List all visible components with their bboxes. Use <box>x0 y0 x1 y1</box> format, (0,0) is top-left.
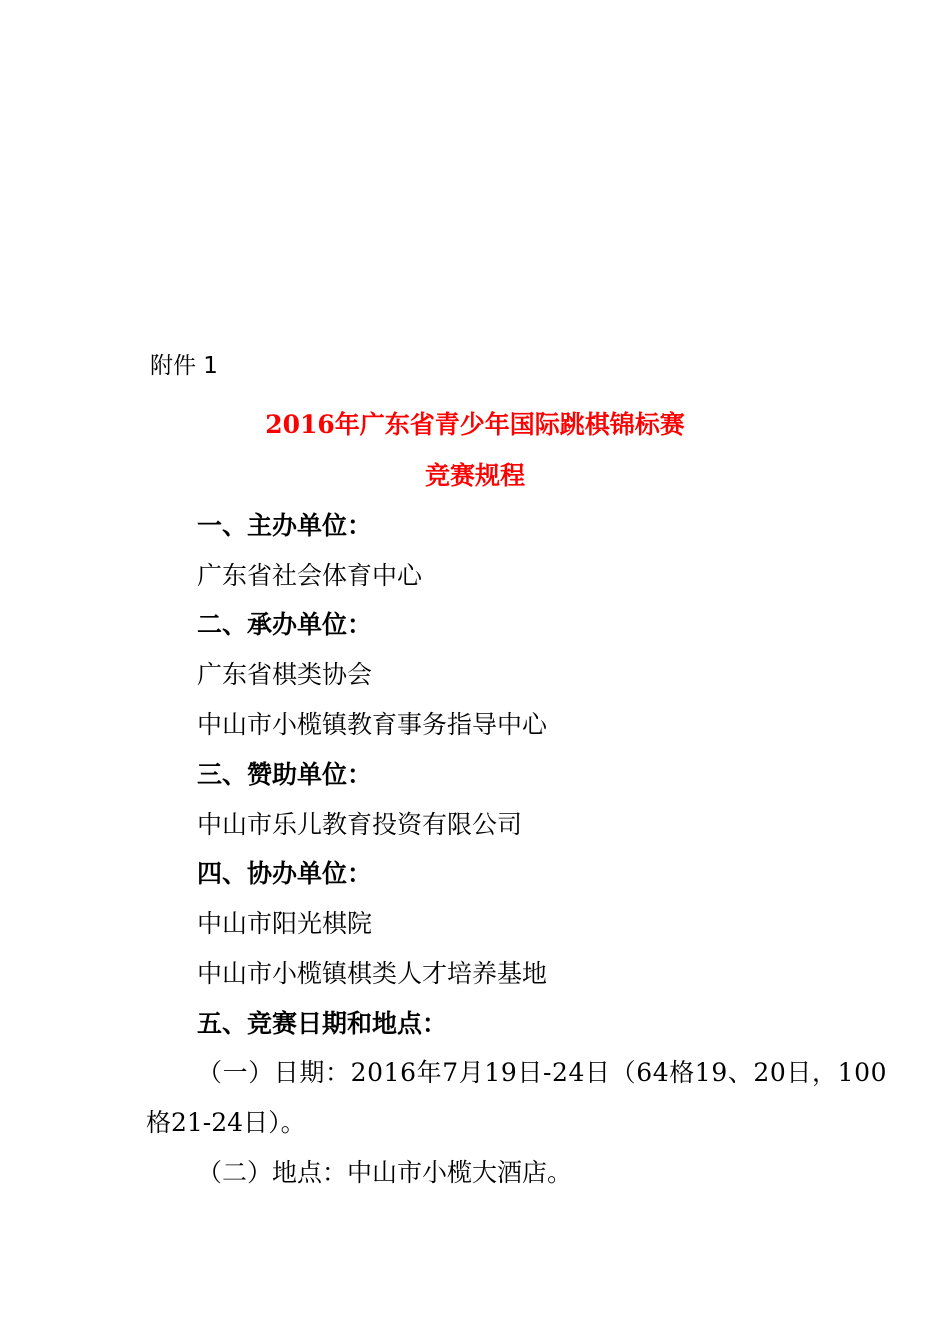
host-item: 中山市小榄镇教育事务指导中心 <box>197 710 548 739</box>
coorganizer-heading: 四、协办单位： <box>197 859 373 888</box>
location-paragraph: （二）地点：中山市小榄大酒店。 <box>197 1158 573 1187</box>
sponsor-heading: 三、赞助单位： <box>197 760 373 789</box>
sponsor-item: 中山市乐儿教育投资有限公司 <box>197 810 523 839</box>
date-paragraph-line: （一）日期：2016年7月19日-24日（64格19、20日，100 <box>197 1058 888 1087</box>
date-paragraph-line: 格21-24日）。 <box>146 1108 306 1137</box>
document-subtitle: 竞赛规程 <box>424 461 525 490</box>
organizer-heading: 一、主办单位： <box>197 511 373 540</box>
host-item: 广东省棋类协会 <box>197 660 373 689</box>
attachment-label: 附件 1 <box>150 353 218 379</box>
document-title: 2016年广东省青少年国际跳棋锦标赛 <box>265 410 685 439</box>
host-heading: 二、承办单位： <box>197 610 373 639</box>
organizer-item: 广东省社会体育中心 <box>197 561 423 590</box>
datetime-heading: 五、竞赛日期和地点： <box>197 1009 448 1038</box>
coorganizer-item: 中山市小榄镇棋类人才培养基地 <box>197 959 548 988</box>
coorganizer-item: 中山市阳光棋院 <box>197 909 373 938</box>
